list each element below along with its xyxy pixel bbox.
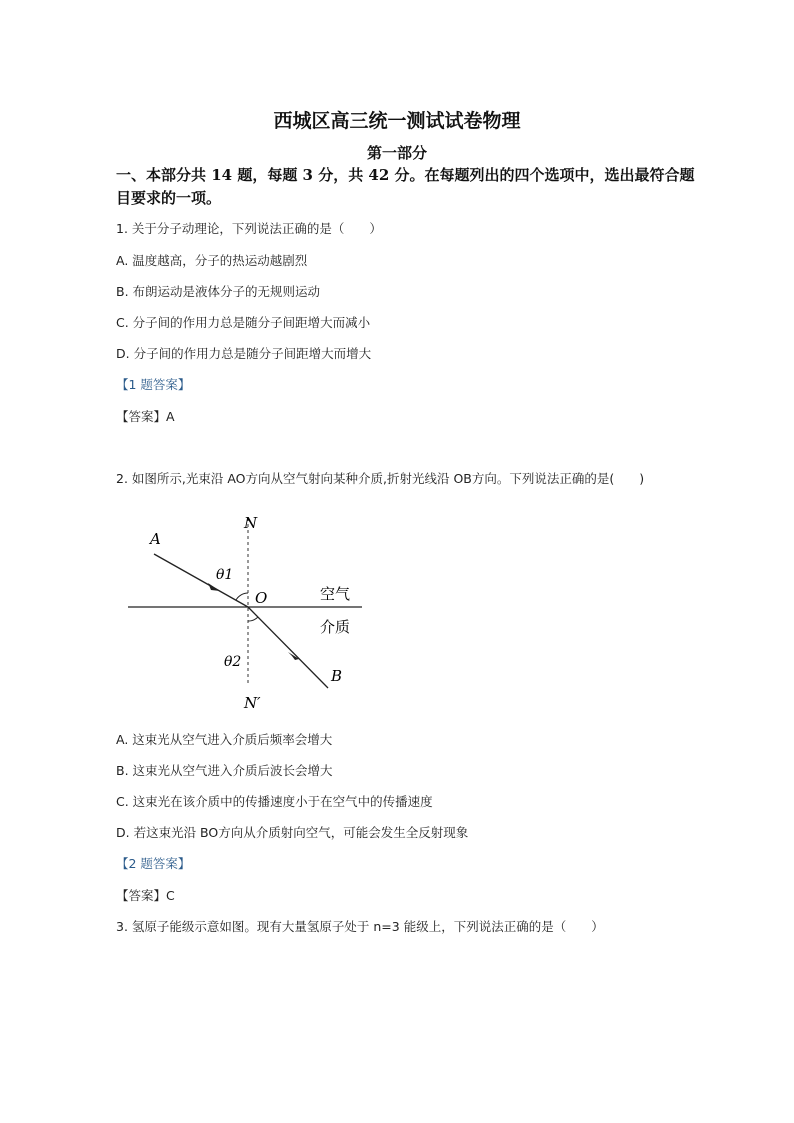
question-2-option-b: B. 这束光从空气进入介质后波长会增大 (116, 763, 333, 778)
question-1-option-b: B. 布朗运动是液体分子的无规则运动 (116, 284, 321, 299)
label-air: 空气 (320, 585, 351, 603)
question-2-option-c: C. 这束光在该介质中的传播速度小于在空气中的传播速度 (116, 794, 433, 809)
refracted-ray (248, 607, 328, 688)
exam-title: 西城区高三统一测试试卷物理 (273, 110, 521, 132)
label-b: B (331, 667, 343, 685)
question-2-option-d: D. 若这束光沿 BO方向从介质射向空气，可能会发生全反射现象 (116, 825, 469, 840)
label-o: O (255, 589, 268, 607)
label-theta2: θ2 (224, 654, 242, 670)
label-n: N (244, 514, 258, 532)
question-2-answer: 【答案】C (116, 888, 175, 903)
question-1-answer-header: 【1 题答案】 (116, 377, 191, 392)
question-3-stem: 3. 氢原子能级示意如图。现有大量氢原子处于 n=3 能级上，下列说法正确的是（ ） (116, 919, 604, 934)
refraction-diagram (116, 506, 376, 716)
question-1-option-c: C. 分子间的作用力总是随分子间距增大而减小 (116, 315, 371, 330)
label-n-prime: N′ (244, 694, 261, 712)
question-1-option-a: A. 温度越高，分子的热运动越剧烈 (116, 253, 308, 268)
incident-ray (154, 554, 248, 607)
label-theta1: θ1 (216, 567, 234, 583)
question-2-answer-header: 【2 题答案】 (116, 856, 191, 871)
angle-theta2-arc (248, 617, 258, 621)
question-2-option-a: A. 这束光从空气进入介质后频率会增大 (116, 732, 333, 747)
label-medium: 介质 (320, 618, 351, 636)
angle-theta1-arc (236, 593, 248, 600)
section-instructions: 一、本部分共 14 题，每题 3 分，共 42 分。在每题列出的四个选项中，选出最符合题目要求的一项。 (116, 166, 695, 207)
question-1-stem: 1. 关于分子动理论，下列说法正确的是（ ） (116, 221, 382, 236)
part-title: 第一部分 (366, 144, 427, 162)
question-1-option-d: D. 分子间的作用力总是随分子间距增大而增大 (116, 346, 372, 361)
label-a: A (150, 530, 161, 548)
question-1-answer: 【答案】A (116, 409, 175, 424)
question-2-stem: 2. 如图所示,光束沿 AO方向从空气射向某种介质,折射光线沿 OB方向。下列说法正确的是( ) (116, 471, 645, 486)
